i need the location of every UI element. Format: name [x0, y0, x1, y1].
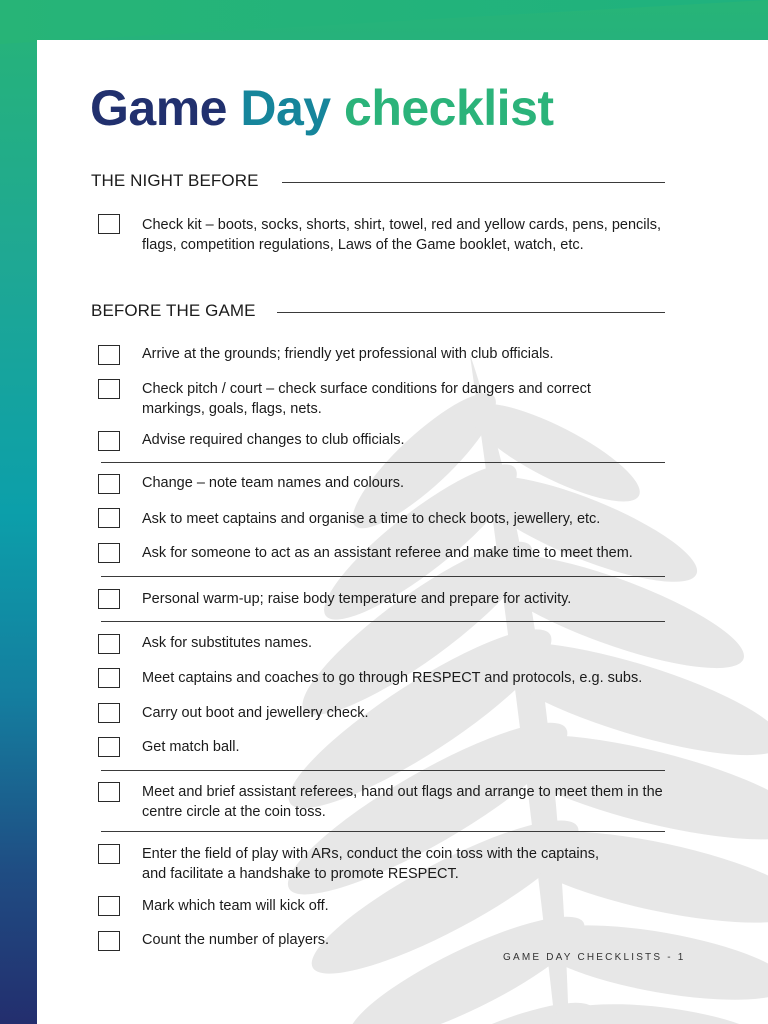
- page-footer: GAME DAY CHECKLISTS - 1: [503, 952, 686, 963]
- checkbox-item-16[interactable]: [98, 931, 120, 951]
- title-word-game: Game: [90, 80, 227, 136]
- checklist-item-text: Advise required changes to club officials.: [142, 432, 405, 448]
- checkbox-item-8[interactable]: [98, 589, 120, 609]
- checklist-item-text: Check kit – boots, socks, shorts, shirt, towel, red and yellow cards, pens, pencils, flags, competition regulations, Laws of the Game booklet, watch, etc.: [142, 217, 662, 253]
- section-heading-night-before: THE NIGHT BEFORE: [91, 171, 259, 190]
- checklist-item-text: Ask to meet captains and organise a time to check boots, jewellery, etc.: [142, 511, 601, 527]
- checklist-item-text: Change – note team names and colours.: [142, 475, 404, 491]
- group-divider: [101, 770, 665, 771]
- checklist-item-text: Meet and brief assistant referees, hand out flags and arrange to meet them in the centre circle at the coin toss.: [142, 784, 663, 820]
- checkbox-item-2[interactable]: [98, 345, 120, 365]
- checkbox-item-5[interactable]: [98, 474, 120, 494]
- section-rule: [277, 312, 665, 313]
- title-word-checklist: checklist: [344, 80, 554, 136]
- checklist-item-text: Ask for someone to act as an assistant referee and make time to meet them.: [142, 545, 633, 561]
- title-word-day: Day: [240, 80, 331, 136]
- checklist-item-text: Get match ball.: [142, 739, 240, 755]
- checkbox-item-3[interactable]: [98, 379, 120, 399]
- section-rule: [282, 182, 665, 183]
- page-title: [90, 78, 554, 138]
- checklist-item-text: Meet captains and coaches to go through RESPECT and protocols, e.g. subs.: [142, 670, 643, 686]
- checklist-item-text: Arrive at the grounds; friendly yet professional with club officials.: [142, 346, 554, 362]
- checklist-item-text: Ask for substitutes names.: [142, 635, 313, 651]
- checkbox-item-10[interactable]: [98, 668, 120, 688]
- checkbox-item-9[interactable]: [98, 634, 120, 654]
- checklist-item-text: Mark which team will kick off.: [142, 898, 329, 914]
- checkbox-item-15[interactable]: [98, 896, 120, 916]
- top-accent-strip: [0, 0, 768, 44]
- checkbox-item-12[interactable]: [98, 737, 120, 757]
- section-heading-before-game: BEFORE THE GAME: [91, 301, 256, 320]
- checkbox-item-1[interactable]: [98, 214, 120, 234]
- checklist-item-text: Count the number of players.: [142, 932, 329, 948]
- checkbox-item-6[interactable]: [98, 508, 120, 528]
- group-divider: [101, 462, 665, 463]
- checkbox-item-11[interactable]: [98, 703, 120, 723]
- checkbox-item-4[interactable]: [98, 431, 120, 451]
- checkbox-item-7[interactable]: [98, 543, 120, 563]
- checklist-item-text: Enter the field of play with ARs, conduct the coin toss with the captains, and facilitate a handshake to promote RESPECT.: [142, 846, 599, 882]
- checklist-item-text: Personal warm-up; raise body temperature and prepare for activity.: [142, 591, 572, 607]
- checklist-item-text: Check pitch / court – check surface conditions for dangers and correct markings, goals, flags, nets.: [142, 381, 591, 417]
- checklist-item-text: Carry out boot and jewellery check.: [142, 705, 369, 721]
- checkbox-item-14[interactable]: [98, 844, 120, 864]
- group-divider: [101, 831, 665, 832]
- group-divider: [101, 621, 665, 622]
- group-divider: [101, 576, 665, 577]
- checkbox-item-13[interactable]: [98, 782, 120, 802]
